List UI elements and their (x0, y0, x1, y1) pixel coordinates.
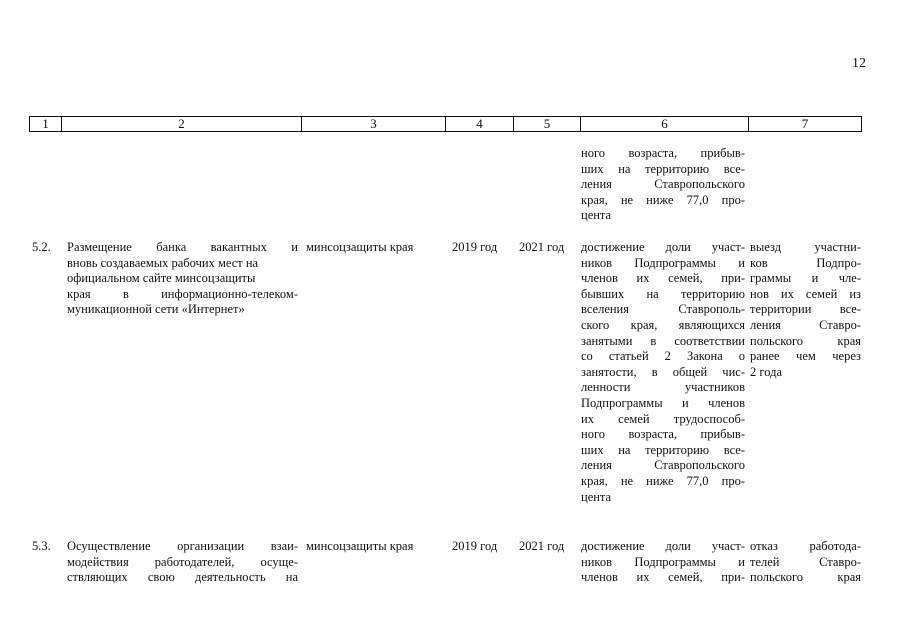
text-line: телей Ставро- (750, 554, 861, 569)
text-line: занятыми в соответствии (581, 333, 745, 348)
text-line: ранее чем через (750, 349, 861, 364)
text-line: их семей трудоспособ- (581, 411, 745, 426)
indicator-text (581, 539, 745, 586)
text-line: ления Ставро- (750, 317, 861, 332)
text-line: вселения Ставрополь- (581, 302, 745, 317)
text-line: польского края (750, 570, 861, 585)
row-number: 5.3. (32, 539, 51, 553)
text-line: официальном сайте минсоцзащиты (67, 271, 256, 286)
continued-indicator-text (581, 146, 745, 224)
column-number: 7 (749, 117, 862, 132)
text-line: края, не ниже 77,0 про- (581, 473, 745, 488)
text-line: членов их семей, при- (581, 271, 745, 286)
text-line: муникационной сети «Интернет» (67, 302, 245, 317)
text-line: территории все- (750, 302, 861, 317)
start-year: 2019 год (452, 539, 498, 553)
executor: минсоцзащиты края (306, 240, 414, 254)
text-line: 2 года (750, 364, 782, 379)
text-line: польского края (750, 333, 861, 348)
measure-description (67, 240, 298, 318)
text-line: ского края, являющихся (581, 317, 745, 332)
text-line: ного возраста, прибыв- (581, 427, 745, 442)
text-line: модействия работодателей, осуще- (67, 554, 298, 569)
column-number: 4 (446, 117, 514, 132)
risk-text (750, 240, 861, 380)
text-line: цента (581, 208, 612, 223)
text-line: Подпрограммы и членов (581, 395, 745, 410)
text-line: членов их семей, при- (581, 570, 745, 585)
text-line: ствляющих свою деятельность на (67, 570, 298, 585)
text-line: края в информационно-телеком- (67, 286, 298, 301)
start-year: 2019 год (452, 240, 498, 254)
column-number-header (29, 116, 862, 132)
row-number: 5.2. (32, 240, 51, 254)
end-year: 2021 год (519, 240, 565, 254)
column-number: 5 (514, 117, 581, 132)
measure-description (67, 539, 298, 586)
column-number: 1 (30, 117, 62, 132)
text-line: ного возраста, прибыв- (581, 146, 745, 160)
end-year: 2021 год (519, 539, 565, 553)
text-line: ших на территорию все- (581, 161, 745, 176)
text-line: нов их семей из (750, 286, 861, 301)
text-line: достижение доли участ- (581, 539, 745, 553)
text-line: ков Подпро- (750, 255, 861, 270)
text-line: ления Ставропольского (581, 458, 745, 473)
page-number: 12 (852, 56, 866, 71)
column-number: 3 (302, 117, 446, 132)
text-line: Осуществление организации взаи- (67, 539, 298, 553)
column-number: 6 (581, 117, 749, 132)
text-line: со статьей 2 Закона о (581, 349, 745, 364)
text-line: края, не ниже 77,0 про- (581, 192, 745, 207)
text-line: цента (581, 489, 612, 504)
text-line: достижение доли участ- (581, 240, 745, 254)
text-line: выезд участни- (750, 240, 861, 254)
text-line: ников Подпрограммы и (581, 554, 745, 569)
column-number: 2 (62, 117, 302, 132)
text-line: ших на территорию все- (581, 442, 745, 457)
text-line: Размещение банка вакантных и (67, 240, 298, 254)
text-line: ников Подпрограммы и (581, 255, 745, 270)
text-line: граммы и чле- (750, 271, 861, 286)
indicator-text (581, 240, 745, 505)
risk-text (750, 539, 861, 586)
text-line: вновь создаваемых рабочих мест на (67, 255, 259, 270)
text-line: ленности участников (581, 380, 745, 395)
text-line: отказ работода- (750, 539, 861, 553)
executor: минсоцзащиты края (306, 539, 414, 553)
text-line: ления Ставропольского (581, 177, 745, 192)
text-line: бывших на территорию (581, 286, 745, 301)
text-line: занятости, в общей чис- (581, 364, 745, 379)
